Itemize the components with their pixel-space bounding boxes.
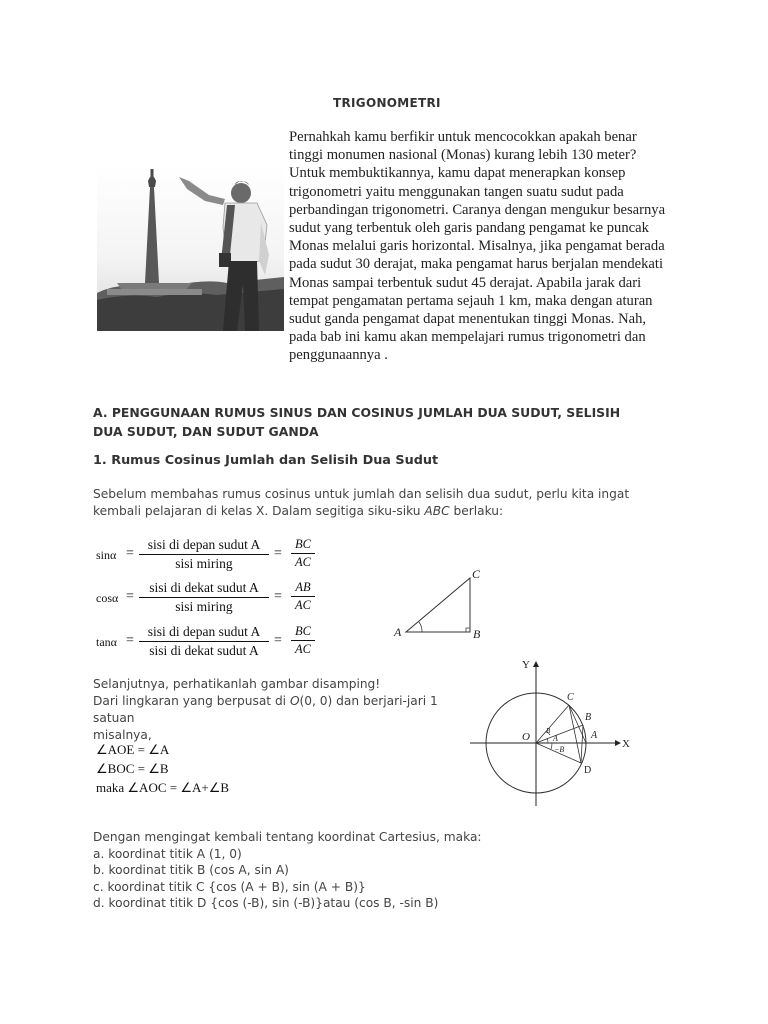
fraction-denominator: sisi miring — [175, 556, 233, 571]
paragraph-2-line2-a: Dari lingkaran yang berpusat di — [93, 694, 290, 708]
coordinate-item: a. koordinat titik A (1, 0) — [93, 846, 242, 861]
ratio-numerator: BC — [291, 624, 315, 641]
fraction-numerator: sisi di depan sudut A — [139, 537, 269, 555]
fraction-denominator: sisi miring — [175, 599, 233, 614]
right-triangle-diagram — [388, 562, 498, 646]
paragraph-2 — [93, 676, 473, 744]
x-axis-label: X — [622, 738, 630, 750]
origin-letter: O — [289, 694, 300, 708]
paragraph-3-intro: Dengan mengingat kembali tentang koordinat Cartesius, maka: — [93, 830, 482, 844]
angle-relation: ∠AOE = ∠A — [96, 742, 170, 757]
formula-label: sinα — [96, 548, 117, 562]
paragraph-1-text-b: berlaku: — [449, 504, 504, 518]
paragraph-1-text-a: Sebelum membahas rumus cosinus untuk jumlah dan selisih dua sudut, perlu kita ingat kembali pelajaran di kelas X. Dalam segitiga siku-siku — [93, 487, 630, 518]
equals-sign: = — [274, 546, 282, 561]
angle-neg-b-label: −B — [554, 745, 565, 754]
angle-relation: maka ∠AOC = ∠A+∠B — [96, 780, 230, 795]
coordinate-item: c. koordinat titik C {cos (A + B), sin (A + B)} — [93, 879, 366, 894]
intro-text: Pernahkah kamu berfikir untuk mencocokkan apakah benar tinggi monumen nasional (Monas) kurang lebih 130 meter? Untuk membuktikannya, kamu dapat menerapkan konsep trigonometri yaitu menggunakan tangen suatu sudut pada perbandingan trigonometri. Caranya dengan mengukur besarnya sudut yang terbentuk oleh garis pandang pengamat ke puncak Monas melalui garis horizontal. Misalnya, jika pengamat berada pada sudut 30 derajat, maka pengamat harus berjalan mendekati Monas sampai terbentuk sudut 45 derajat. Apabila jarak dari tempat pengamatan pertama sejauh 1 km, maka dengan aturan sudut ganda pengamat dapat menentukan tinggi Monas. Nah, pada bab ini kamu akan mempelajari rumus trigonometri dan penggunaannya . — [289, 129, 666, 364]
formula-label: tanα — [96, 635, 117, 649]
fraction-numerator: sisi di depan sudut A — [139, 624, 269, 642]
coordinate-item: b. koordinat titik B (cos A, sin A) — [93, 863, 289, 878]
triangle-label-c: C — [472, 567, 481, 581]
ratio-numerator: BC — [291, 537, 315, 554]
paragraph-2-line1: Selanjutnya, perhatikanlah gambar disamping! — [93, 677, 381, 691]
page-title: TRIGONOMETRI — [333, 96, 441, 110]
triangle-label-a: A — [394, 625, 402, 639]
subsection-1-heading: 1. Rumus Cosinus Jumlah dan Selisih Dua Sudut — [93, 453, 439, 468]
equals-sign: = — [274, 589, 282, 604]
point-c-label: C — [567, 692, 574, 703]
ratio-denominator: AC — [295, 598, 311, 612]
paragraph-2-line2 — [93, 693, 473, 727]
paragraph-2-line3: misalnya, — [93, 728, 152, 742]
formula-label: cosα — [96, 591, 119, 605]
paragraph-1 — [93, 486, 653, 520]
equals-sign: = — [126, 589, 134, 604]
equals-sign: = — [126, 546, 134, 561]
fraction-ratio — [291, 537, 315, 570]
triangle-label-b: B — [473, 627, 481, 641]
equals-sign: = — [126, 633, 134, 648]
triangle-name: ABC — [424, 504, 450, 518]
ratio-denominator: AC — [295, 555, 311, 569]
point-b-label: B — [585, 712, 592, 723]
coordinate-item: d. koordinat titik D {cos (-B), sin (-B)}atau (cos B, -sin B) — [93, 896, 439, 911]
point-d-label: D — [584, 765, 592, 776]
angle-a-label: A — [553, 734, 558, 743]
fraction-text — [139, 580, 269, 615]
paragraph-2-line2-b: (0, 0) dan berjari-jari 1 satuan — [93, 694, 438, 725]
fraction-numerator: sisi di dekat sudut A — [139, 580, 269, 598]
fraction-text — [139, 624, 269, 659]
angle-b-label: B — [546, 727, 551, 735]
point-a-label: A — [591, 730, 598, 741]
origin-label: O — [522, 731, 530, 743]
fraction-ratio — [291, 580, 315, 613]
fraction-text — [139, 537, 269, 572]
intro-paragraph — [289, 128, 669, 365]
section-a-heading: A. PENGGUNAAN RUMUS SINUS DAN COSINUS JUMLAH DUA SUDUT, SELISIH DUA SUDUT, DAN SUDUT GANDA — [93, 405, 621, 439]
y-axis-label: Y — [522, 659, 530, 671]
ratio-denominator: AC — [295, 642, 311, 656]
fraction-denominator: sisi di dekat sudut A — [149, 643, 259, 658]
ratio-numerator: AB — [291, 580, 315, 597]
angle-relation: ∠BOC = ∠B — [96, 761, 169, 776]
unit-circle-diagram — [468, 656, 638, 814]
equals-sign: = — [274, 633, 282, 648]
fraction-ratio — [291, 624, 315, 657]
monas-photo — [97, 165, 284, 331]
angle-relations — [96, 740, 229, 797]
paragraph-3 — [93, 829, 593, 912]
